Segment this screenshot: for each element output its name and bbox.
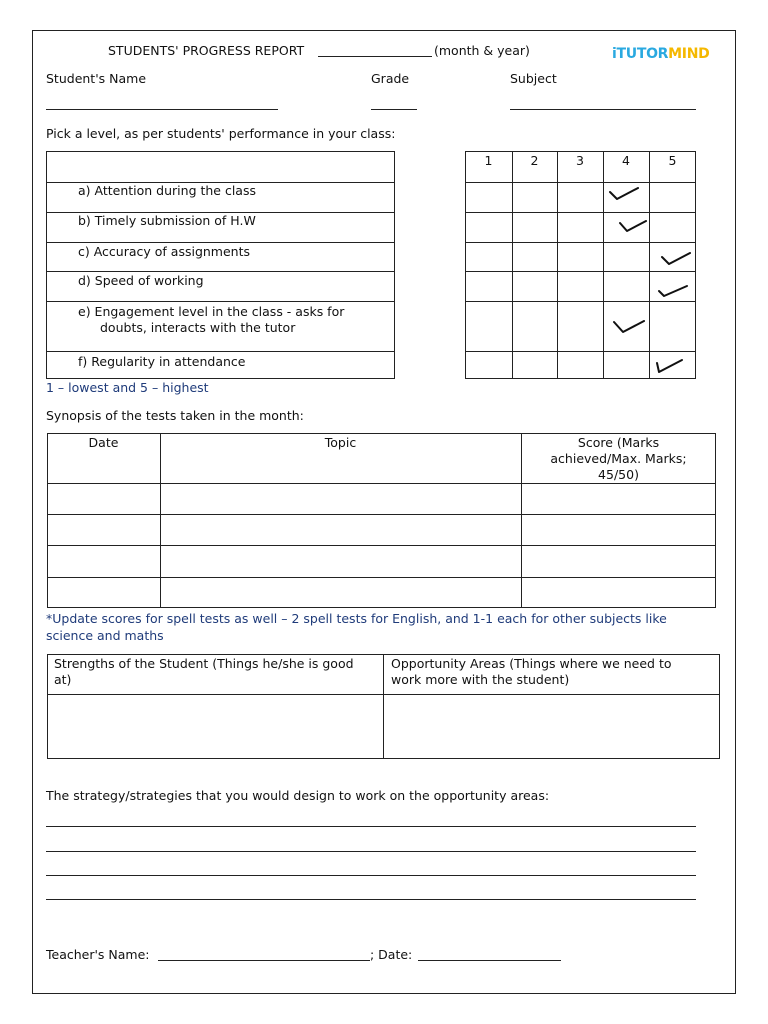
checkmark-icon[interactable]: [657, 284, 689, 300]
strategy-line[interactable]: [46, 826, 696, 827]
criterion-f: f) Regularity in attendance: [78, 354, 246, 369]
criteria-row-divider: [46, 242, 395, 243]
score-header-line2: achieved/Max. Marks;: [550, 451, 687, 466]
grade-field[interactable]: [371, 109, 417, 110]
rating-col-divider: [512, 151, 513, 379]
grade-label: Grade: [371, 71, 410, 86]
student-name-label: Student's Name: [46, 71, 147, 86]
tutormind-logo: [612, 46, 709, 62]
criteria-row-divider: [46, 351, 395, 352]
title-text: STUDENTS' PROGRESS REPORT: [108, 43, 305, 58]
topic-header: Topic: [324, 435, 357, 450]
opportunity-input-cell[interactable]: [384, 695, 719, 758]
criterion-c: c) Accuracy of assignments: [78, 244, 251, 259]
strengths-header-line2: at): [54, 672, 72, 687]
rating-row-divider: [465, 212, 696, 213]
date-field[interactable]: [418, 960, 561, 961]
tests-note-line2: science and maths: [46, 628, 164, 643]
criterion-d: d) Speed of working: [78, 273, 204, 288]
criterion-e-line1: e) Engagement level in the class - asks for: [78, 304, 345, 319]
rating-header-3: 3: [576, 153, 584, 168]
month-year-field[interactable]: [318, 56, 432, 57]
tests-col-divider: [160, 433, 161, 608]
rating-row-divider: [465, 182, 696, 183]
score-header-line1: Score (Marks: [577, 435, 660, 450]
rating-header-2: 2: [530, 153, 539, 168]
test-topic-cell[interactable]: [161, 484, 521, 514]
rating-col-divider: [649, 151, 650, 379]
logo-prefix: i: [612, 46, 617, 62]
rating-row-divider: [465, 271, 696, 272]
rating-row-divider: [465, 242, 696, 243]
date-label: ; Date:: [370, 947, 413, 962]
opportunity-header-line1: Opportunity Areas (Things where we need to: [391, 656, 672, 671]
tests-row-divider: [47, 545, 716, 546]
opportunity-header-line2: work more with the student): [391, 672, 570, 687]
scale-note: 1 – lowest and 5 – highest: [46, 380, 209, 395]
tests-prompt: Synopsis of the tests taken in the month:: [46, 408, 304, 423]
criterion-b: b) Timely submission of H.W: [78, 213, 256, 228]
test-score-cell[interactable]: [522, 484, 715, 514]
tests-row-divider: [47, 514, 716, 515]
rating-col-divider: [557, 151, 558, 379]
score-header-line3: 45/50): [598, 467, 639, 482]
subject-label: Subject: [510, 71, 557, 86]
tests-note-line1: *Update scores for spell tests as well – 2 spell tests for English, and 1-1 each for other subjects like: [46, 611, 667, 626]
level-prompt: Pick a level, as per students' performance in your class:: [46, 126, 396, 141]
student-name-field[interactable]: [46, 109, 278, 110]
strengths-header-line1: Strengths of the Student (Things he/she is good: [54, 656, 354, 671]
report-title: [108, 43, 304, 58]
date-header: Date: [88, 435, 119, 450]
rating-col-divider: [603, 151, 604, 379]
logo-part2: MIND: [668, 46, 710, 62]
tests-row-divider: [47, 577, 716, 578]
teacher-name-field[interactable]: [158, 960, 370, 961]
rating-row-divider: [465, 301, 696, 302]
checkmark-icon[interactable]: [608, 184, 640, 202]
teacher-name-label: Teacher's Name:: [46, 947, 150, 962]
test-date-cell[interactable]: [48, 484, 160, 514]
criteria-row-divider: [46, 271, 395, 272]
strategy-prompt: The strategy/strategies that you would design to work on the opportunity areas:: [46, 788, 550, 803]
checkmark-icon[interactable]: [654, 357, 684, 377]
criterion-a: a) Attention during the class: [78, 183, 256, 198]
rating-row-divider: [465, 351, 696, 352]
logo-part1: TUTOR: [616, 46, 669, 62]
checkmark-icon[interactable]: [618, 218, 648, 234]
strengths-input-cell[interactable]: [48, 695, 382, 758]
strategy-line[interactable]: [46, 875, 696, 876]
checkmark-icon[interactable]: [660, 250, 692, 268]
rating-header-1: 1: [484, 153, 493, 168]
rating-header-4: 4: [622, 153, 630, 168]
criterion-e-line2: doubts, interacts with the tutor: [100, 320, 296, 335]
rating-header-5: 5: [668, 153, 677, 168]
checkmark-icon[interactable]: [612, 318, 646, 336]
month-year-label: (month & year): [434, 43, 530, 58]
strategy-line[interactable]: [46, 851, 696, 852]
criteria-row-divider: [46, 301, 395, 302]
strategy-line[interactable]: [46, 899, 696, 900]
subject-field[interactable]: [510, 109, 696, 110]
